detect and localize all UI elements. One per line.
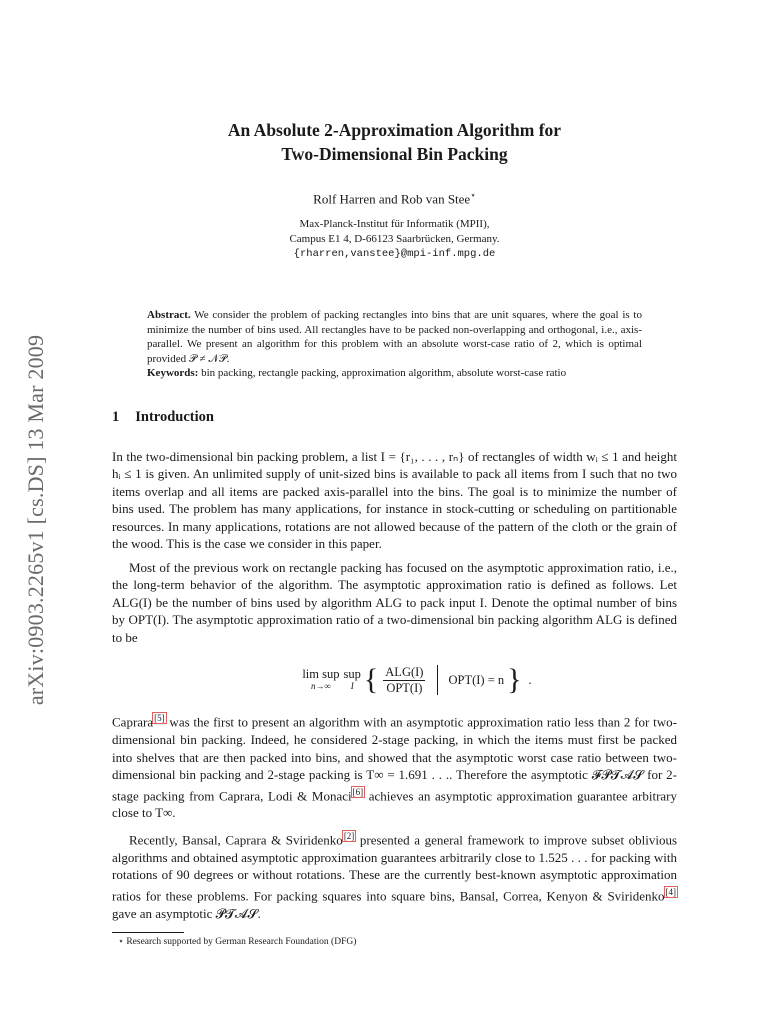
arxiv-identifier-stamp xyxy=(6,334,66,706)
abstract-label: Abstract. xyxy=(147,309,191,322)
title-line-1: An Absolute 2-Approximation Algorithm for xyxy=(227,120,562,140)
citation-link-6[interactable]: [6] xyxy=(352,786,364,797)
arxiv-identifier-text: arXiv:0903.2265v1 [cs.DS] 13 Mar 2009 xyxy=(23,334,49,706)
citation-link-5[interactable]: [5] xyxy=(154,713,165,724)
footnote-divider xyxy=(112,932,184,933)
affiliation xyxy=(112,217,677,262)
eq-divider xyxy=(437,665,438,695)
paper-page xyxy=(112,118,677,947)
abstract-block xyxy=(147,308,642,381)
eq-end: . xyxy=(528,672,532,687)
section-title: Introduction xyxy=(135,408,214,425)
intro-paragraph-2: Most of the previous work on rectangle packing has focused on the asymptotic approximation ratio, i.e., the long-term behavior of the algorithm. The asymptotic approximation ratio is defined as follows. Let ALG(I) be the number of bins used by algorithm ALG to pack input I. Denote the optimal number of bins by OPT(I). The asymptotic approximation ratio of a two-dimensional bin packing algorithm ALG is defined to be xyxy=(112,559,677,645)
keywords-text: bin packing, rectangle packing, approximation algorithm, absolute worst-case ratio xyxy=(201,367,567,380)
intro-paragraph-4: Recently, Bansal, Caprara & Sviridenko[2] presented a general framework to improve subset oblivious algorithms and obtained asymptotic approximation guarantees arbitrarily close to 1.525 . . . for packing with rotations of 90 degrees or without rotations. These are the currently best-known asymptotic approximation ratios for these problems. For packing squares into square bins, Bansal, Correa, Kenyon & Sviridenko[4] gave an asymptotic 𝓟𝓣𝓐𝓢. xyxy=(112,830,678,921)
eq-close-brace: } xyxy=(507,663,522,697)
citation-link-4[interactable]: [4] xyxy=(665,886,676,897)
title-line-2: Two-Dimensional Bin Packing xyxy=(281,144,508,164)
abstract-text: We consider the problem of packing rectangles into bins that are unit squares, where the goal is to minimize the number of bins used. All rectangles have to be packed non-overlapping and orthogonal, i.e., axis-parallel. We present an algorithm for this problem with an absolute worst-case ratio of 2, which is optimal provided 𝒫 ≠ 𝒩𝒫. xyxy=(147,309,642,365)
section-heading-introduction xyxy=(112,409,677,426)
keywords-label: Keywords: xyxy=(147,367,199,380)
intro-paragraph-3: Caprara[5] was the first to present an algorithm with an asymptotic approximation ratio less than 2 for two-dimensional bin packing. Indeed, he considered 2-stage packing, in which the items must first be packed into shelves that are then packed into bins, and showed that the asymptotic worst case ratio between two-dimensional bin packing and 2-stage packing is T∞ = 1.691 . . .. Therefore the asymptotic 𝓕𝓟𝓣𝓐𝓢 for 2-stage packing from Caprara, Lodi & Monaci[6] achieves an asymptotic approximation guarantee arbitrary close to T∞. xyxy=(112,713,677,821)
author-names: Rolf Harren and Rob van Stee xyxy=(313,191,471,207)
eq-open-brace: { xyxy=(363,663,379,697)
paper-title xyxy=(112,118,677,166)
author-footnote-mark: ⋆ xyxy=(470,190,476,200)
eq-fraction xyxy=(383,665,425,696)
eq-numerator: ALG(I) xyxy=(385,664,424,679)
section-number: 1 xyxy=(112,408,120,425)
author-list xyxy=(112,190,677,207)
asymptotic-ratio-equation xyxy=(157,660,677,700)
footnote: ⋆ Research supported by German Research Foundation (DFG) xyxy=(118,937,357,948)
affiliation-institute: Max-Planck-Institut für Informatik (MPII), xyxy=(299,218,490,231)
eq-sup: sup I xyxy=(343,667,361,692)
eq-condition: OPT(I) = n xyxy=(448,672,505,687)
intro-paragraph-1: In the two-dimensional bin packing problem, a list I = {r₁, . . . , rₙ} of rectangles of width wᵢ ≤ 1 and height hᵢ ≤ 1 is given. An unlimited supply of unit-sized bins is available to pack all items from I such that no two items overlap and all items are packed axis-parallel into the bins. The goal is to minimize the number of bins used. The problem has many applications, for instance in stock-cutting or scheduling on partitionable resources. In many applications, rotations are not allowed because of the pattern of the cloth or the grain of the wood. This is the case we consider in this paper. xyxy=(112,448,677,552)
affiliation-email: {rharren,vanstee}@mpi-inf.mpg.de xyxy=(293,248,496,261)
eq-limsup: lim sup n→∞ xyxy=(302,667,340,692)
affiliation-address: Campus E1 4, D-66123 Saarbrücken, Germany. xyxy=(289,233,500,246)
eq-denominator: OPT(I) xyxy=(386,680,423,695)
citation-link-2[interactable]: [2] xyxy=(343,830,355,841)
